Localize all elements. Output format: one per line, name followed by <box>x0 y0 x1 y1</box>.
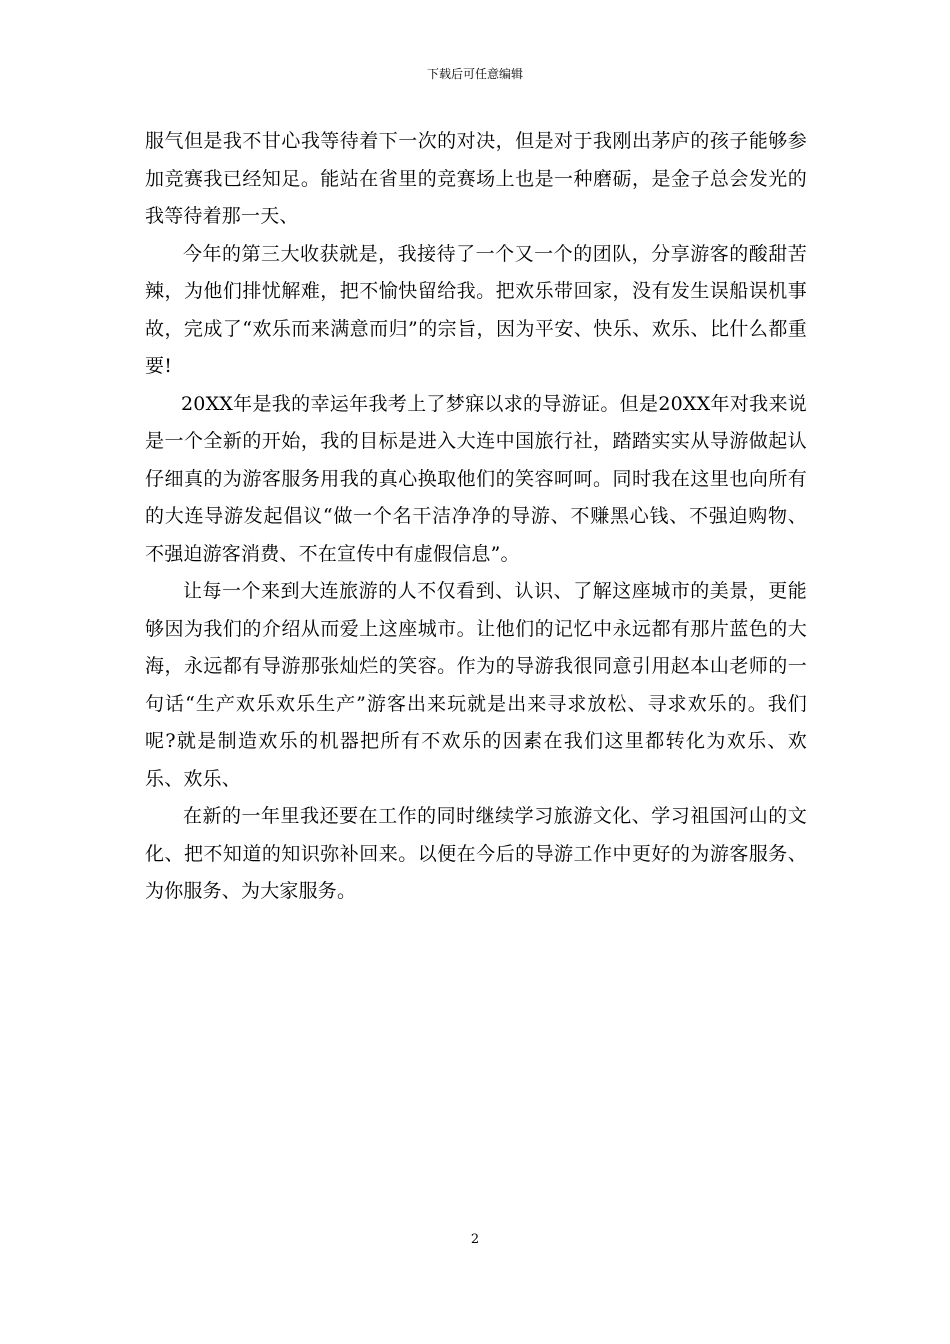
paragraph-lucky-year: 20XX年是我的幸运年我考上了梦寐以求的导游证。但是20XX年对我来说是一个全新的开始，我的目标是进入大连中国旅行社，踏踏实实从导游做起认仔细真的为游客服务用我的真心换取他们的笑容呵呵。同时我在这里也向所有的大连导游发起倡议“做一个名干洁净净的导游、不赚黑心钱、不强迫购物、不强迫游客消费、不在宣传中有虚假信息”。 <box>145 392 807 565</box>
paragraph-new-year: 在新的一年里我还要在工作的同时继续学习旅游文化、学习祖国河山的文化、把不知道的知识弥补回来。以便在今后的导游工作中更好的为游客服务、为你服务、为大家服务。 <box>145 805 807 902</box>
document-body <box>145 123 807 911</box>
paragraph-visitors: 让每一个来到大连旅游的人不仅看到、认识、了解这座城市的美景，更能够因为我们的介绍从而爱上这座城市。让他们的记忆中永远都有那片蓝色的大海，永远都有导游那张灿烂的笑容。作为的导游我很同意引用赵本山老师的一句话“生产欢乐欢乐生产”游客出来玩就是出来寻求放松、寻求欢乐的。我们呢?就是制造欢乐的机器把所有不欢乐的因素在我们这里都转化为欢乐、欢乐、欢乐、 <box>145 580 807 790</box>
page-header: 下载后可任意编辑 <box>426 67 523 81</box>
paragraph-third-harvest: 今年的第三大收获就是，我接待了一个又一个的团队，分享游客的酸甜苦辣，为他们排忧解难，把不愉快留给我。把欢乐带回家，没有发生误船误机事故，完成了“欢乐而来满意而归”的宗旨，因为平安、快乐、欢乐、比什么都重要! <box>145 242 807 377</box>
page-number: 2 <box>470 1232 480 1247</box>
paragraph-continued: 服气但是我不甘心我等待着下一次的对决，但是对于我刚出茅庐的孩子能够参加竞赛我已经知足。能站在省里的竞赛场上也是一种磨砺，是金子总会发光的我等待着那一天、 <box>145 130 807 227</box>
